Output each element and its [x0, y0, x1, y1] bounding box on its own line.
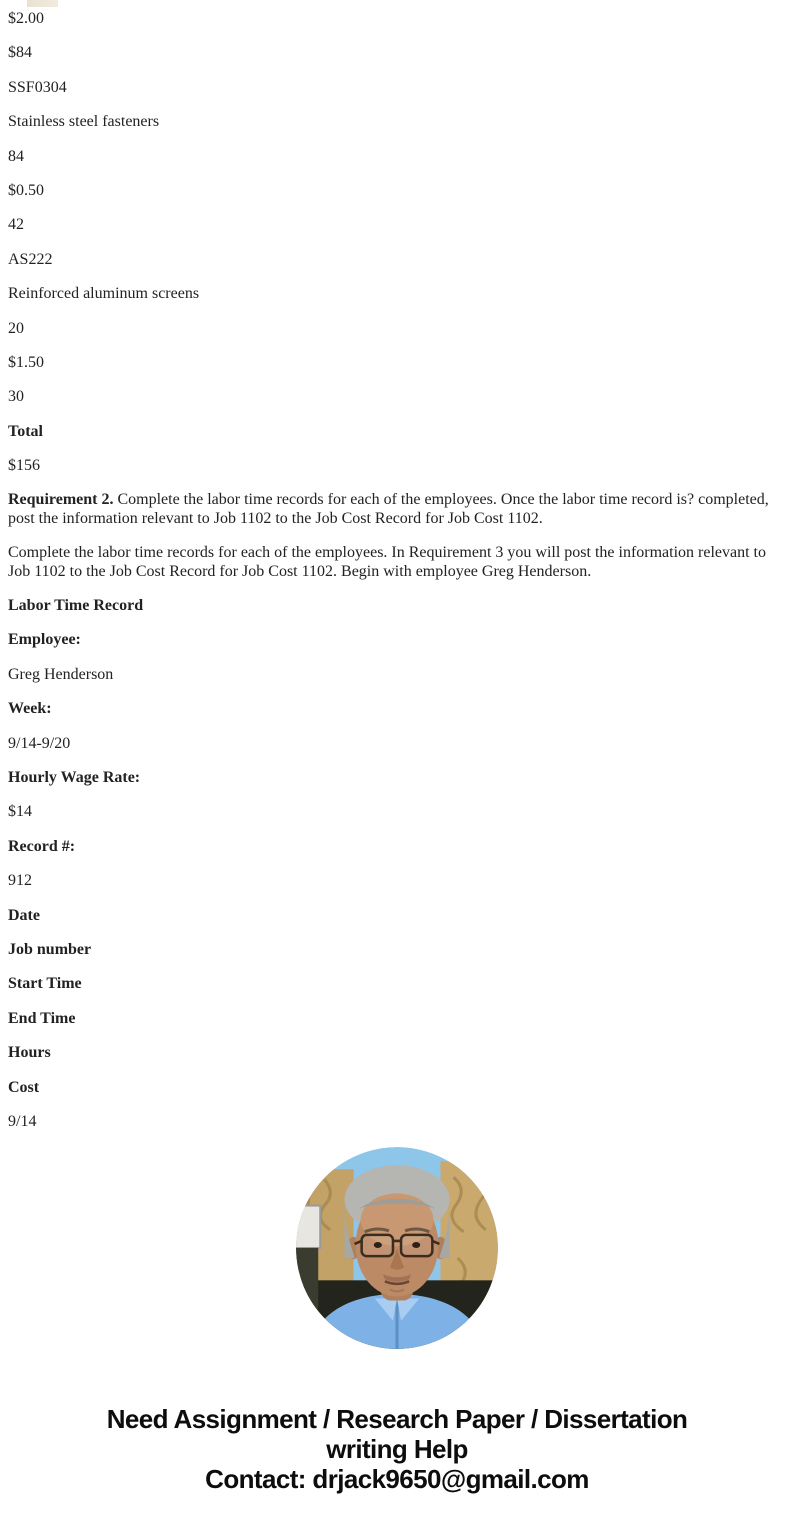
value-line: $84 — [8, 44, 32, 62]
requirement-2-body: Complete the labor time records for each of the employees. Once the labor time record is? completed, post the information relevant to Job 1102 to the Job Cost Record for Job Cost 1102. — [8, 491, 769, 527]
labor-record-title: Labor Time Record — [8, 597, 144, 615]
value-line: 42 — [8, 216, 24, 234]
column-header-end-time: End Time — [8, 1009, 76, 1027]
value-line: $2.00 — [8, 10, 44, 27]
field-value-week: 9/14-9/20 — [8, 734, 71, 752]
column-header-date: Date — [8, 906, 40, 924]
value-line: 30 — [8, 388, 24, 406]
footer-banner — [0, 1404, 794, 1520]
field-value-employee: Greg Henderson — [8, 665, 114, 683]
field-label-record-number: Record #: — [8, 837, 76, 855]
value-line: 84 — [8, 147, 24, 165]
column-header-cost: Cost — [8, 1078, 40, 1096]
column-header-job-number: Job number — [8, 940, 92, 958]
total-label: Total — [8, 422, 43, 440]
tutor-headshot-photo-icon — [296, 1147, 498, 1349]
field-label-hourly-wage-rate: Hourly Wage Rate: — [8, 768, 141, 786]
value-line: Reinforced aluminum screens — [8, 285, 200, 303]
requirement-2-paragraph — [8, 491, 786, 528]
field-value-record-number: 912 — [8, 872, 32, 890]
followup-paragraph: Complete the labor time records for each of the employees. In Requirement 3 you will post the information relevant to Job 1102 to the Job Cost Record for Job Cost 1102. Begin with employee Greg Henderson. — [8, 544, 766, 580]
value-line: AS222 — [8, 250, 53, 268]
field-value-hourly-wage-rate: $14 — [8, 803, 32, 821]
field-label-employee: Employee: — [8, 631, 81, 649]
footer-contact-email: Contact: drjack9650@gmail.com — [205, 1464, 589, 1495]
requirement-2-lead: Requirement 2. — [8, 491, 114, 509]
field-label-week: Week: — [8, 700, 52, 718]
footer-line-2: writing Help — [326, 1434, 468, 1465]
tutor-headshot-illustration — [296, 1147, 498, 1349]
first-row-date: 9/14 — [8, 1112, 37, 1130]
image-fragment — [27, 0, 58, 7]
value-line: 20 — [8, 319, 24, 337]
value-line: SSF0304 — [8, 78, 67, 96]
avatar-section — [0, 1147, 794, 1354]
footer-line-1: Need Assignment / Research Paper / Dissertation — [106, 1404, 688, 1435]
value-line: $1.50 — [8, 353, 44, 371]
value-line: $0.50 — [8, 181, 44, 199]
column-header-hours: Hours — [8, 1044, 51, 1062]
column-header-start-time: Start Time — [8, 975, 82, 993]
value-line: Stainless steel fasteners — [8, 113, 160, 131]
total-value: $156 — [8, 457, 40, 475]
